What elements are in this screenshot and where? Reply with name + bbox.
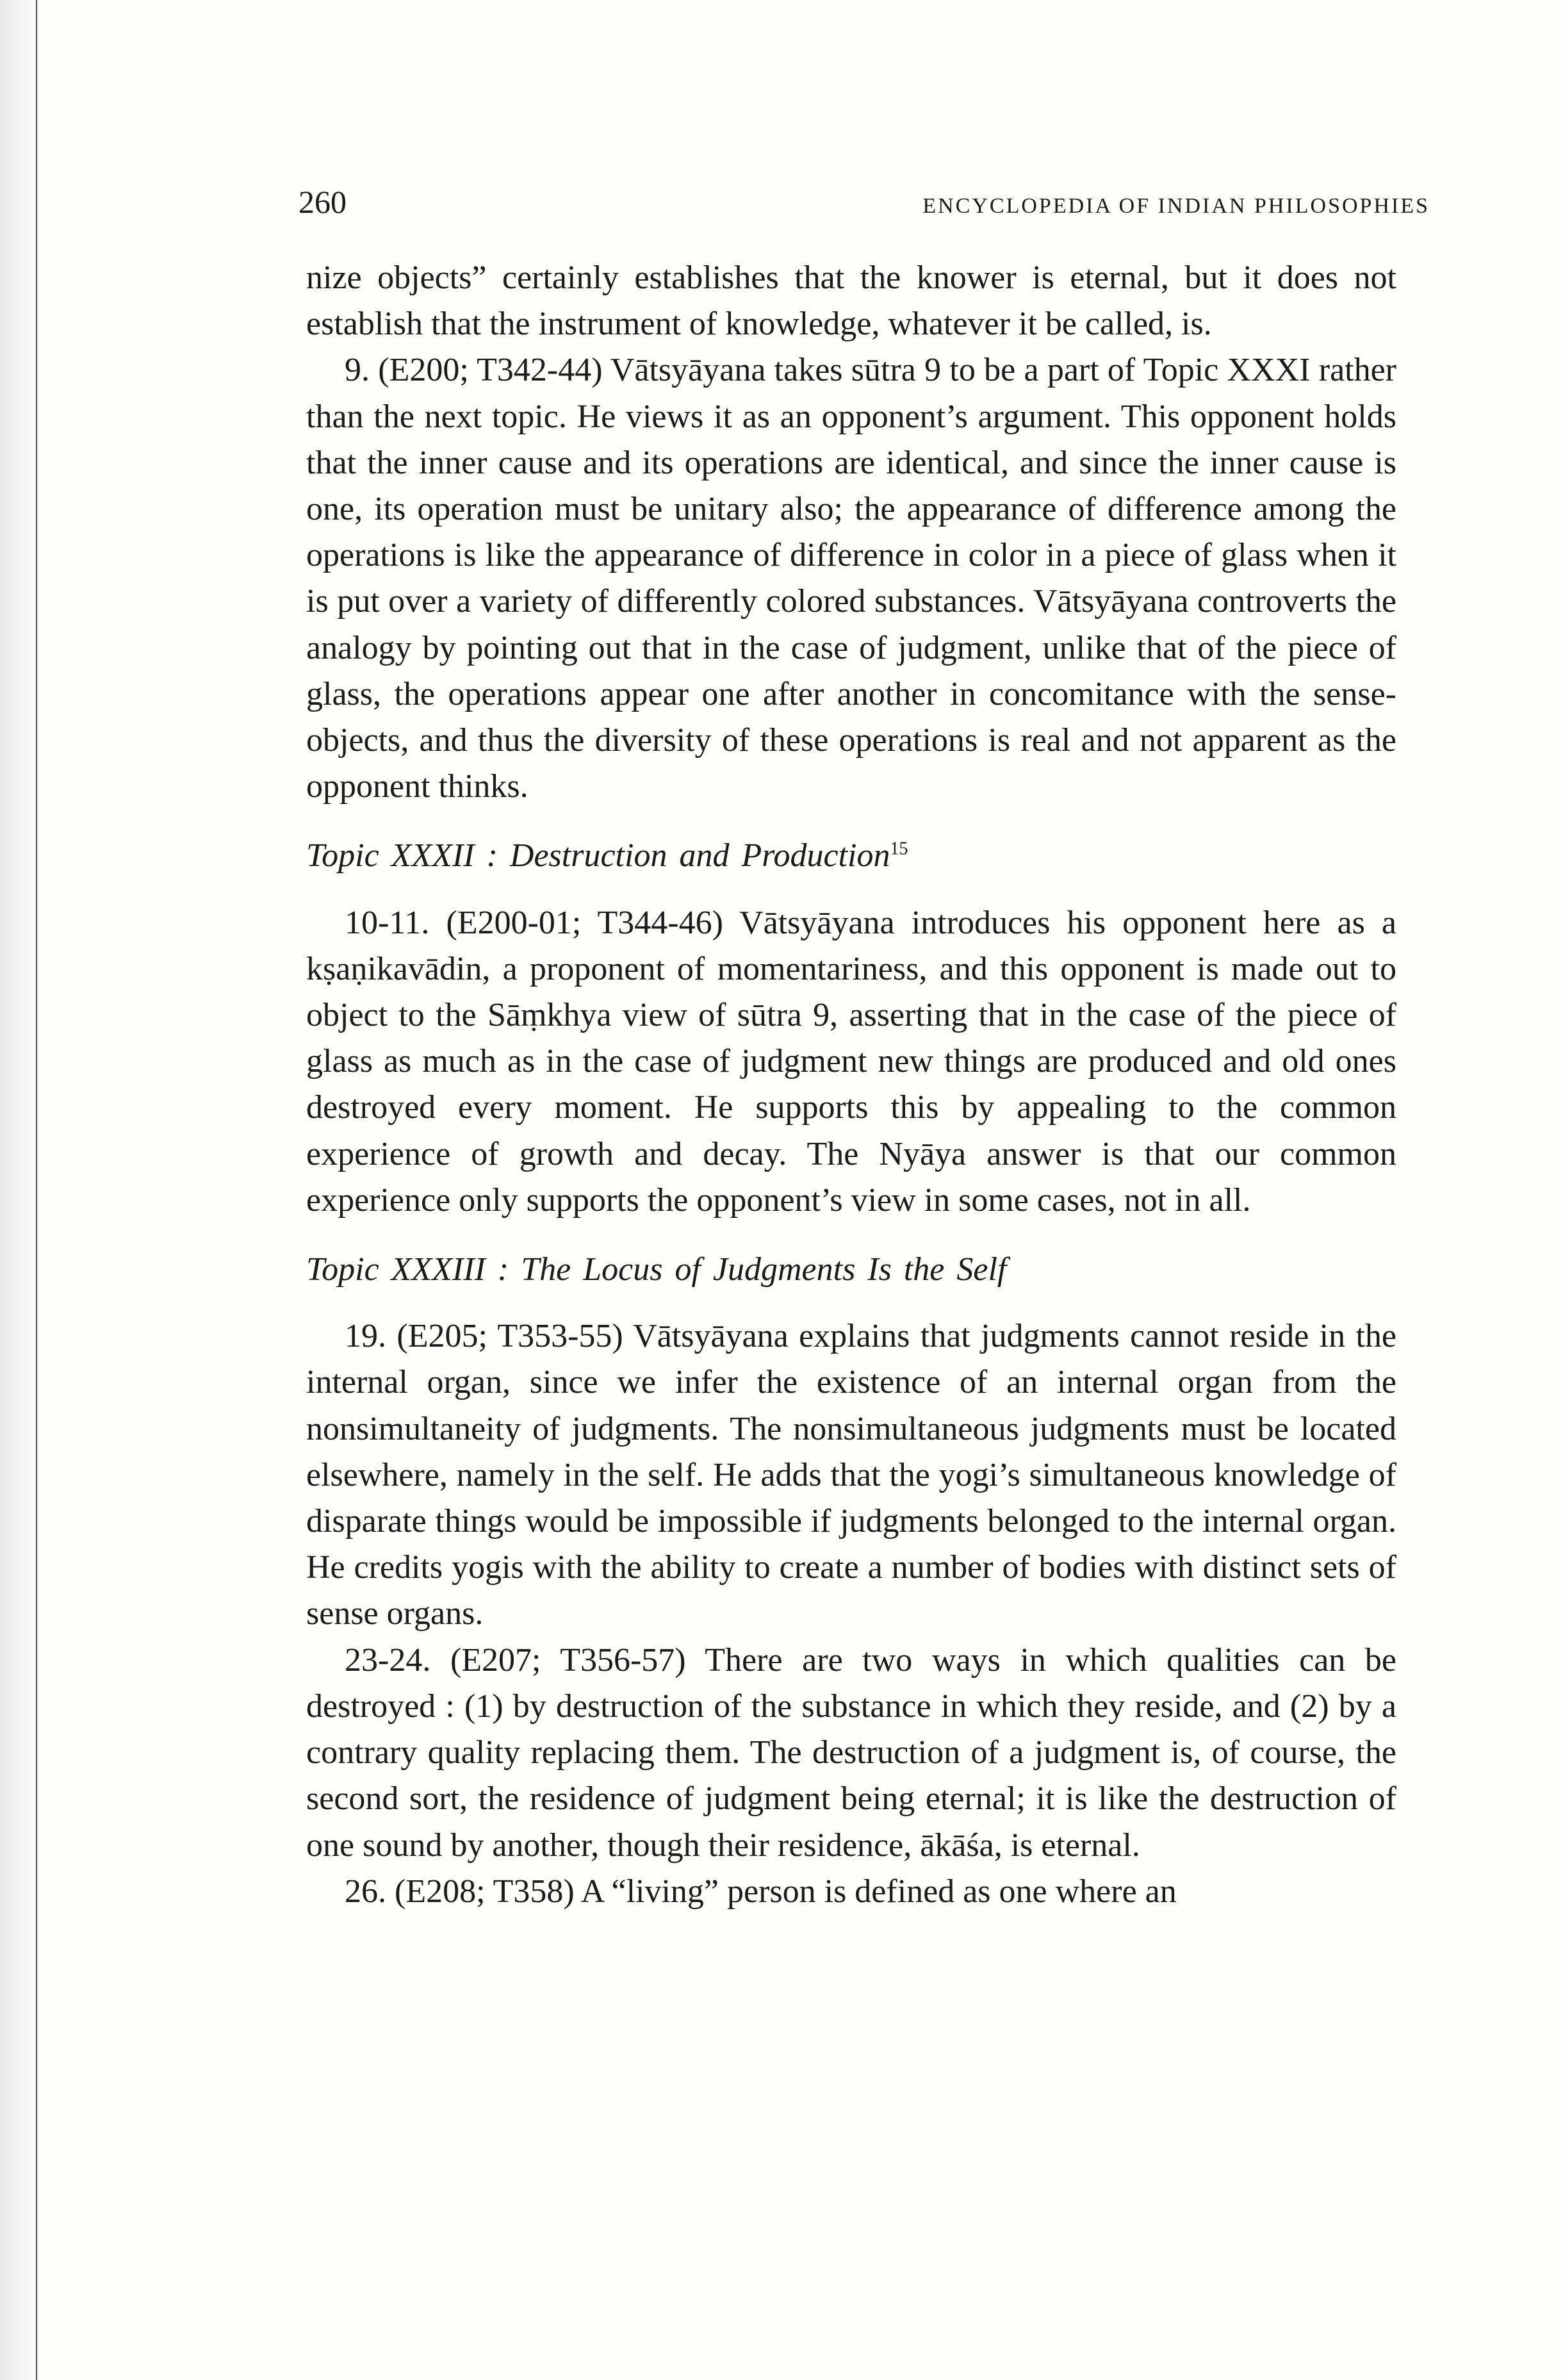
paragraph-10-11: 10-11. (E200-01; T344-46) Vātsyāyana introduces his opponent here as a kṣaṇikavādin, a proponent of momentariness, and this opponent is made out to object to the Sāṃkhya view of sūtra 9, asserting that in the case of the piece of glass as much as in the case of judgment new things are produced and old ones destroyed every moment. He supports this by appealing to the common experience of growth and decay. The Nyāya answer is that our common experience only supports the opponent’s view in some cases, not in all. [306,904,1396,1219]
running-title: ENCYCLOPEDIA OF INDIAN PHILOSOPHIES [922,194,1430,218]
scan-binding-edge [0,0,37,2380]
body-text [306,255,1396,1915]
paragraph-19: 19. (E205; T353-55) Vātsyāyana explains that judgments cannot reside in the internal organ, since we infer the existence of an internal organ from the nonsimultaneity of judgments. The nonsimultaneous judgments must be located elsewhere, namely in the self. He adds that the yogi’s simultaneous knowledge of disparate things would be impossible if judgments belonged to the internal organ. He credits yogis with the ability to create a number of bodies with distinct sets of sense organs. [306,1318,1396,1632]
page-number: 260 [299,184,347,220]
paragraph-9: 9. (E200; T342-44) Vātsyāyana takes sūtra 9 to be a part of Topic XXXI rather than the next topic. He views it as an opponent’s argument. This opponent holds that the inner cause and its operations are identical, and since the inner cause is one, its operation must be unitary also; the appearance of difference among the operations is like the appearance of difference in color in a piece of glass when it is put over a variety of differently colored substances. Vātsyāyana controverts the analogy by pointing out that in the case of judgment, unlike that of the piece of glass, the operations appear one after another in concomitance with the sense-objects, and thus the diversity of these operations is real and not apparent as the opponent thinks. [306,352,1396,805]
running-head [299,183,1430,226]
paragraph-26: 26. (E208; T358) A “living” person is defined as one where an [345,1873,1177,1910]
topic-32-heading [306,833,1396,879]
topic-32-heading-text: Topic XXXII : Destruction and Production [306,837,890,874]
footnote-marker-15: 15 [890,839,908,860]
paragraph-23-24: 23-24. (E207; T356-57) There are two ways in which qualities can be destroyed : (1) by destruction of the substance in which they reside, and (2) by a contrary quality replacing them. The destruction of a judgment is, of course, the second sort, the residence of judgment being eternal; it is like the destruction of one sound by another, though their residence, ākāśa, is eternal. [306,1641,1396,1864]
continued-paragraph: nize objects” certainly establishes that the knower is eternal, but it does not establish that the instrument of knowledge, whatever it be called, is. [306,259,1396,343]
topic-33-heading: Topic XXXIII : The Locus of Judgments Is the Self [306,1251,1007,1288]
